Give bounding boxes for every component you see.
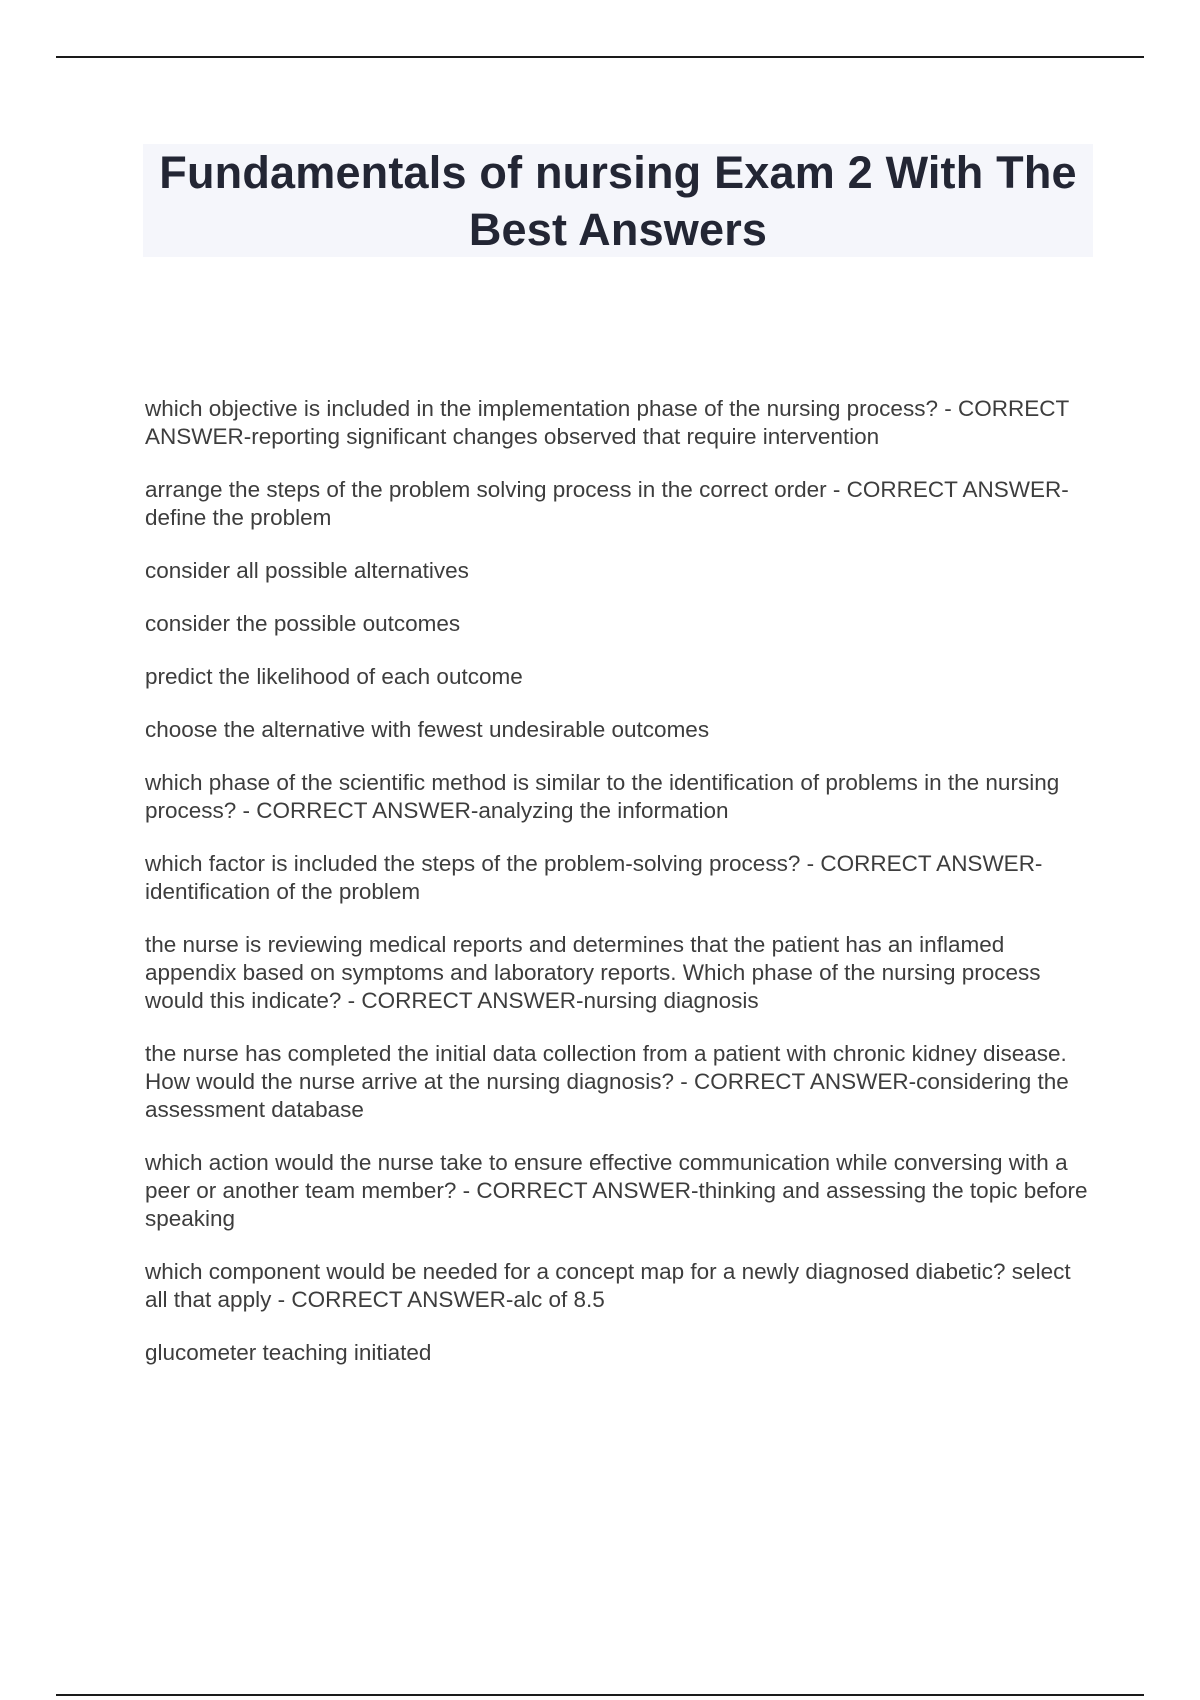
qa-paragraph: which factor is included the steps of the problem-solving process? - CORRECT ANSWER-identification of the problem [145,851,1043,904]
qa-paragraph: choose the alternative with fewest undesirable outcomes [145,717,710,742]
qa-paragraph: which phase of the scientific method is similar to the identification of problems in the nursing process? - CORRECT ANSWER-analyzing the information [145,770,1060,823]
qa-paragraph: consider the possible outcomes [145,611,461,636]
qa-paragraph: which action would the nurse take to ensure effective communication while conversing with a peer or another team member? - CORRECT ANSWER-thinking and assessing the topic before speaking [145,1150,1088,1231]
qa-paragraph: glucometer teaching initiated [145,1340,432,1365]
qa-paragraph: predict the likelihood of each outcome [145,664,523,689]
qa-paragraph: which component would be needed for a concept map for a newly diagnosed diabetic? select all that apply - CORRECT ANSWER-alc of 8.5 [145,1259,1071,1312]
qa-paragraph: arrange the steps of the problem solving process in the correct order - CORRECT ANSWER-define the problem [145,477,1069,530]
qa-paragraph: consider all possible alternatives [145,558,469,583]
qa-paragraph: which objective is included in the implementation phase of the nursing process? - CORRECT ANSWER-reporting significant changes observed that require intervention [145,396,1069,449]
document-title: Fundamentals of nursing Exam 2 With The Best Answers [159,146,1077,255]
qa-paragraph: the nurse has completed the initial data collection from a patient with chronic kidney disease. How would the nurse arrive at the nursing diagnosis? - CORRECT ANSWER-considering the assessment database [145,1041,1069,1122]
qa-paragraph: the nurse is reviewing medical reports and determines that the patient has an inflamed appendix based on symptoms and laboratory reports. Which phase of the nursing process would this indicate? - CORRECT ANSWER-nursing diagnosis [145,932,1041,1013]
document-body [145,395,1095,1392]
bottom-divider [56,1694,1144,1696]
top-divider [56,56,1144,58]
title-banner [143,144,1093,257]
